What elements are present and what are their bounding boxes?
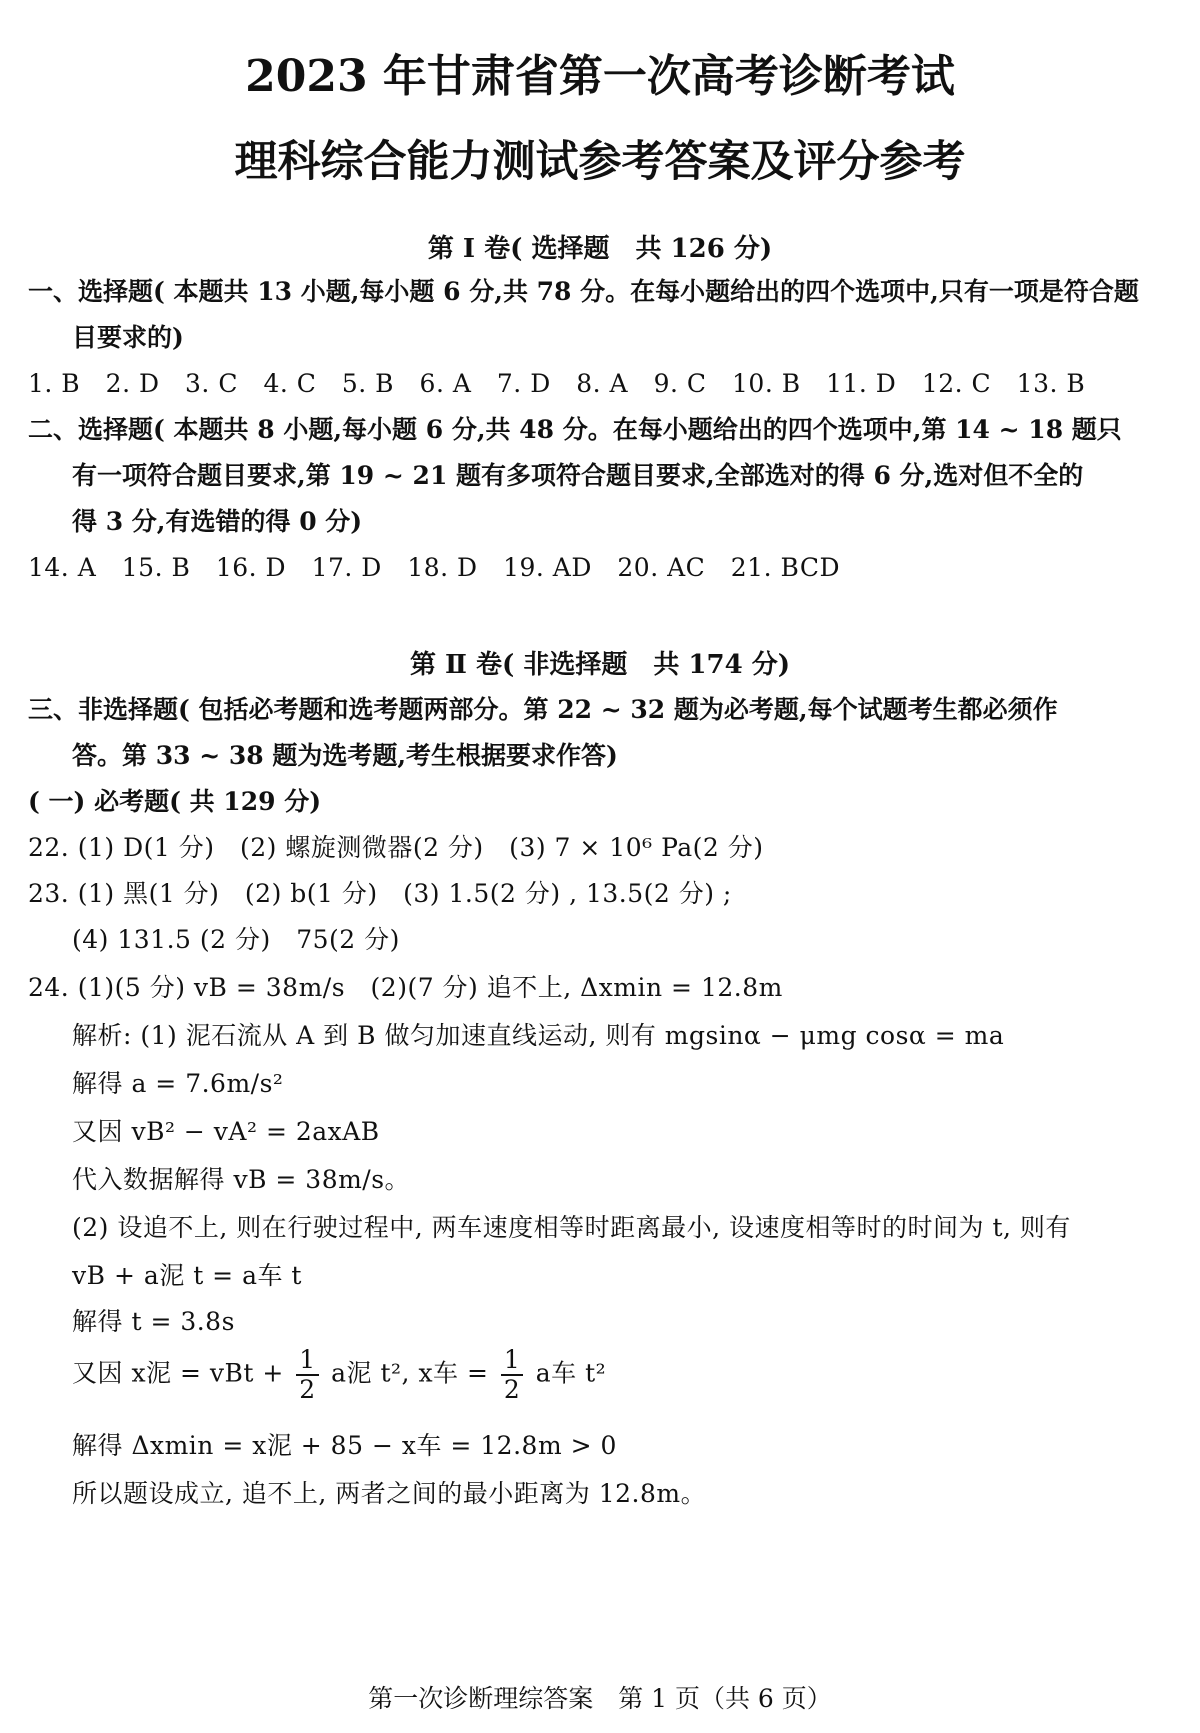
section3-intro: 三、非选择题( 包括必考题和选考题两部分。第 22 ~ 32 题为必考题,每个试题考生都必须作 <box>28 695 1058 724</box>
answer-23: 23. (1) 黑(1 分) (2) b(1 分) (3) 1.5(2 分) , 13.5(2 分) ; <box>28 879 732 908</box>
half-fraction-2: $\frac{1}{2}$ <box>501 1346 523 1404</box>
step-equal-speed: vB + a泥 t = a车 t <box>72 1261 302 1290</box>
step-min-distance: 解得 Δxmin = x泥 + 85 − x车 = 12.8m > 0 <box>72 1431 617 1460</box>
displacement-part-b: a泥 t², x车 = <box>331 1358 489 1388</box>
part1-heading: 第 Ⅰ 卷( 选择题 共 126 分) <box>427 234 773 264</box>
document-title: 2023 年甘肃省第一次高考诊断考试 <box>245 51 955 102</box>
answers-1-13: 1. B 2. D 3. C 4. C 5. B 6. A 7. D 8. A 9. C 10. B 11. D 12. C 13. B <box>28 369 1086 398</box>
step-part2-setup: (2) 设追不上, 则在行驶过程中, 两车速度相等时距离最小, 设速度相等时的时间为 t, 则有 <box>72 1213 1071 1242</box>
step-conclusion: 所以题设成立, 追不上, 两者之间的最小距离为 12.8m。 <box>72 1479 707 1508</box>
part2-heading: 第 Ⅱ 卷( 非选择题 共 174 分) <box>409 650 791 680</box>
section2-intro-cont2: 得 3 分,有选错的得 0 分) <box>72 507 363 536</box>
section2-intro: 二、选择题( 本题共 8 小题,每小题 6 分,共 48 分。在每小题给出的四个选项中,第 14 ~ 18 题只 <box>28 415 1122 444</box>
answer-23-cont: (4) 131.5 (2 分) 75(2 分) <box>72 925 400 954</box>
step-time: 解得 t = 3.8s <box>72 1307 235 1336</box>
answers-14-21: 14. A 15. B 16. D 17. D 18. D 19. AD 20. AC 21. BCD <box>28 553 840 582</box>
required-heading: ( 一) 必考题( 共 129 分) <box>28 787 322 816</box>
displacement-part-a: 又因 x泥 = vBt + <box>72 1358 284 1388</box>
section1-intro-cont: 目要求的) <box>72 323 184 352</box>
document-subtitle: 理科综合能力测试参考答案及评分参考 <box>234 137 966 187</box>
step-kinematics: 又因 vB² − vA² = 2axAB <box>72 1117 380 1146</box>
section1-intro: 一、选择题( 本题共 13 小题,每小题 6 分,共 78 分。在每小题给出的四个选项中,只有一项是符合题 <box>28 277 1139 306</box>
answer-22: 22. (1) D(1 分) (2) 螺旋测微器(2 分) (3) 7 × 10⁶ Pa(2 分) <box>28 833 764 862</box>
answer-24: 24. (1)(5 分) vB = 38m/s (2)(7 分) 追不上, Δxmin = 12.8m <box>28 973 783 1002</box>
step-acceleration: 解得 a = 7.6m/s² <box>72 1069 284 1098</box>
half-fraction-1: $\frac{1}{2}$ <box>296 1346 318 1404</box>
section2-intro-cont1: 有一项符合题目要求,第 19 ~ 21 题有多项符合题目要求,全部选对的得 6 分,选对但不全的 <box>72 461 1084 490</box>
displacement-part-c: a车 t² <box>535 1358 607 1388</box>
section3-intro-cont: 答。第 33 ~ 38 题为选考题,考生根据要求作答) <box>72 741 618 770</box>
step-vb-result: 代入数据解得 vB = 38m/s。 <box>72 1165 411 1194</box>
analysis-line: 解析: (1) 泥石流从 A 到 B 做匀加速直线运动, 则有 mgsinα − μmg cosα = ma <box>72 1021 1005 1050</box>
step-displacement <box>72 1346 606 1404</box>
page-footer: 第一次诊断理综答案 第 1 页（共 6 页） <box>368 1684 832 1713</box>
